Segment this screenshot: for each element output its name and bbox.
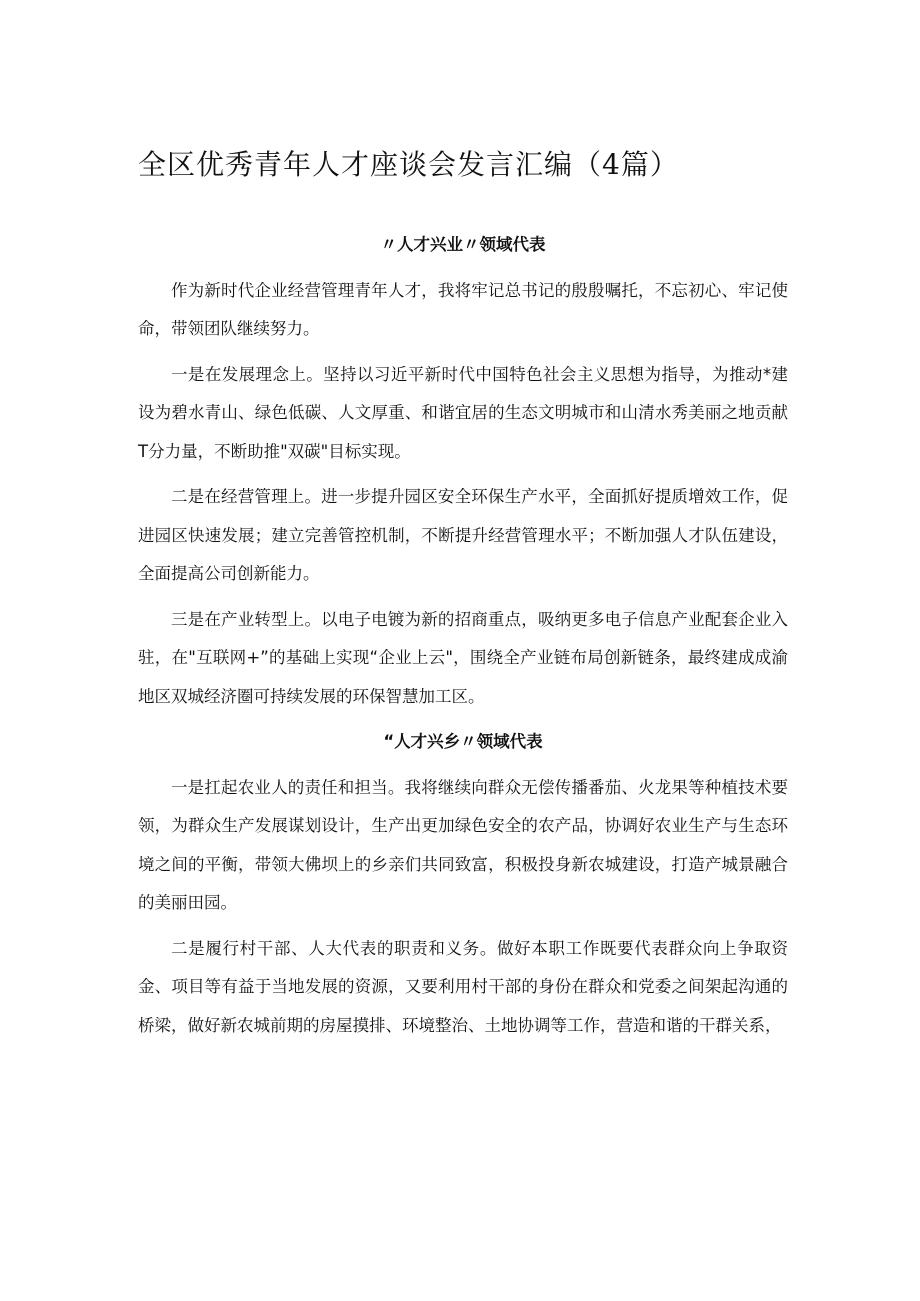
- document-title: 全区优秀青年人才座谈会发言汇编（4篇）: [138, 148, 679, 181]
- paragraph: 二是在经营管理上。进一步提升园区安全环保生产水平，全面抓好提质增效工作，促进园区快速发展；建立完善管控机制，不断提升经营管理水平；不断加强人才队伍建设，全面提高公司创新能力。: [138, 487, 788, 583]
- paragraph: 二是履行村干部、人大代表的职责和义务。做好本职工作既要代表群众向上争取资金、项目等有益于当地发展的资源，又要利用村干部的身份在群众和党委之间架起沟通的桥梁，做好新农城前期的房屋摸排、环境整治、土地协调等工作，营造和谐的干群关系，: [138, 938, 788, 1035]
- section-talent-industry: [138, 226, 788, 716]
- section-heading: 〃人才兴业〃领域代表: [380, 235, 546, 254]
- section-talent-village: [138, 723, 788, 1045]
- section-heading: “人才兴乡〃领域代表: [383, 732, 543, 751]
- paragraph: 作为新时代企业经营管理青年人才，我将牢记总书记的殷殷嘱托，不忘初心、牢记使命，带领团队继续努力。: [138, 280, 788, 338]
- document-body: [138, 226, 788, 1045]
- paragraph: 三是在产业转型上。以电子电镀为新的招商重点，吸纳更多电子信息产业配套企业入驻，在"互联网+”的基础上实现“企业上云"，围绕全产业链布局创新链条，最终建成成渝地区双城经济圈可持续发展的环保智慧加工区。: [138, 609, 788, 706]
- paragraph: 一是在发展理念上。坚持以习近平新时代中国特色社会主义思想为指导，为推动*建设为碧水青山、绿色低碳、人文厚重、和谐宜居的生态文明城市和山清水秀美丽之地贡献T分力量，不断助推"双碳"目标实现。: [138, 364, 788, 461]
- paragraph: 一是扛起农业人的责任和担当。我将继续向群众无偿传播番茄、火龙果等种植技术要领，为群众生产发展谋划设计，生产出更加绿色安全的农产品，协调好农业生产与生态环境之间的平衡，带领大佛坝上的乡亲们共同致富，积极投身新农城建设，打造产城景融合的美丽田园。: [138, 777, 788, 912]
